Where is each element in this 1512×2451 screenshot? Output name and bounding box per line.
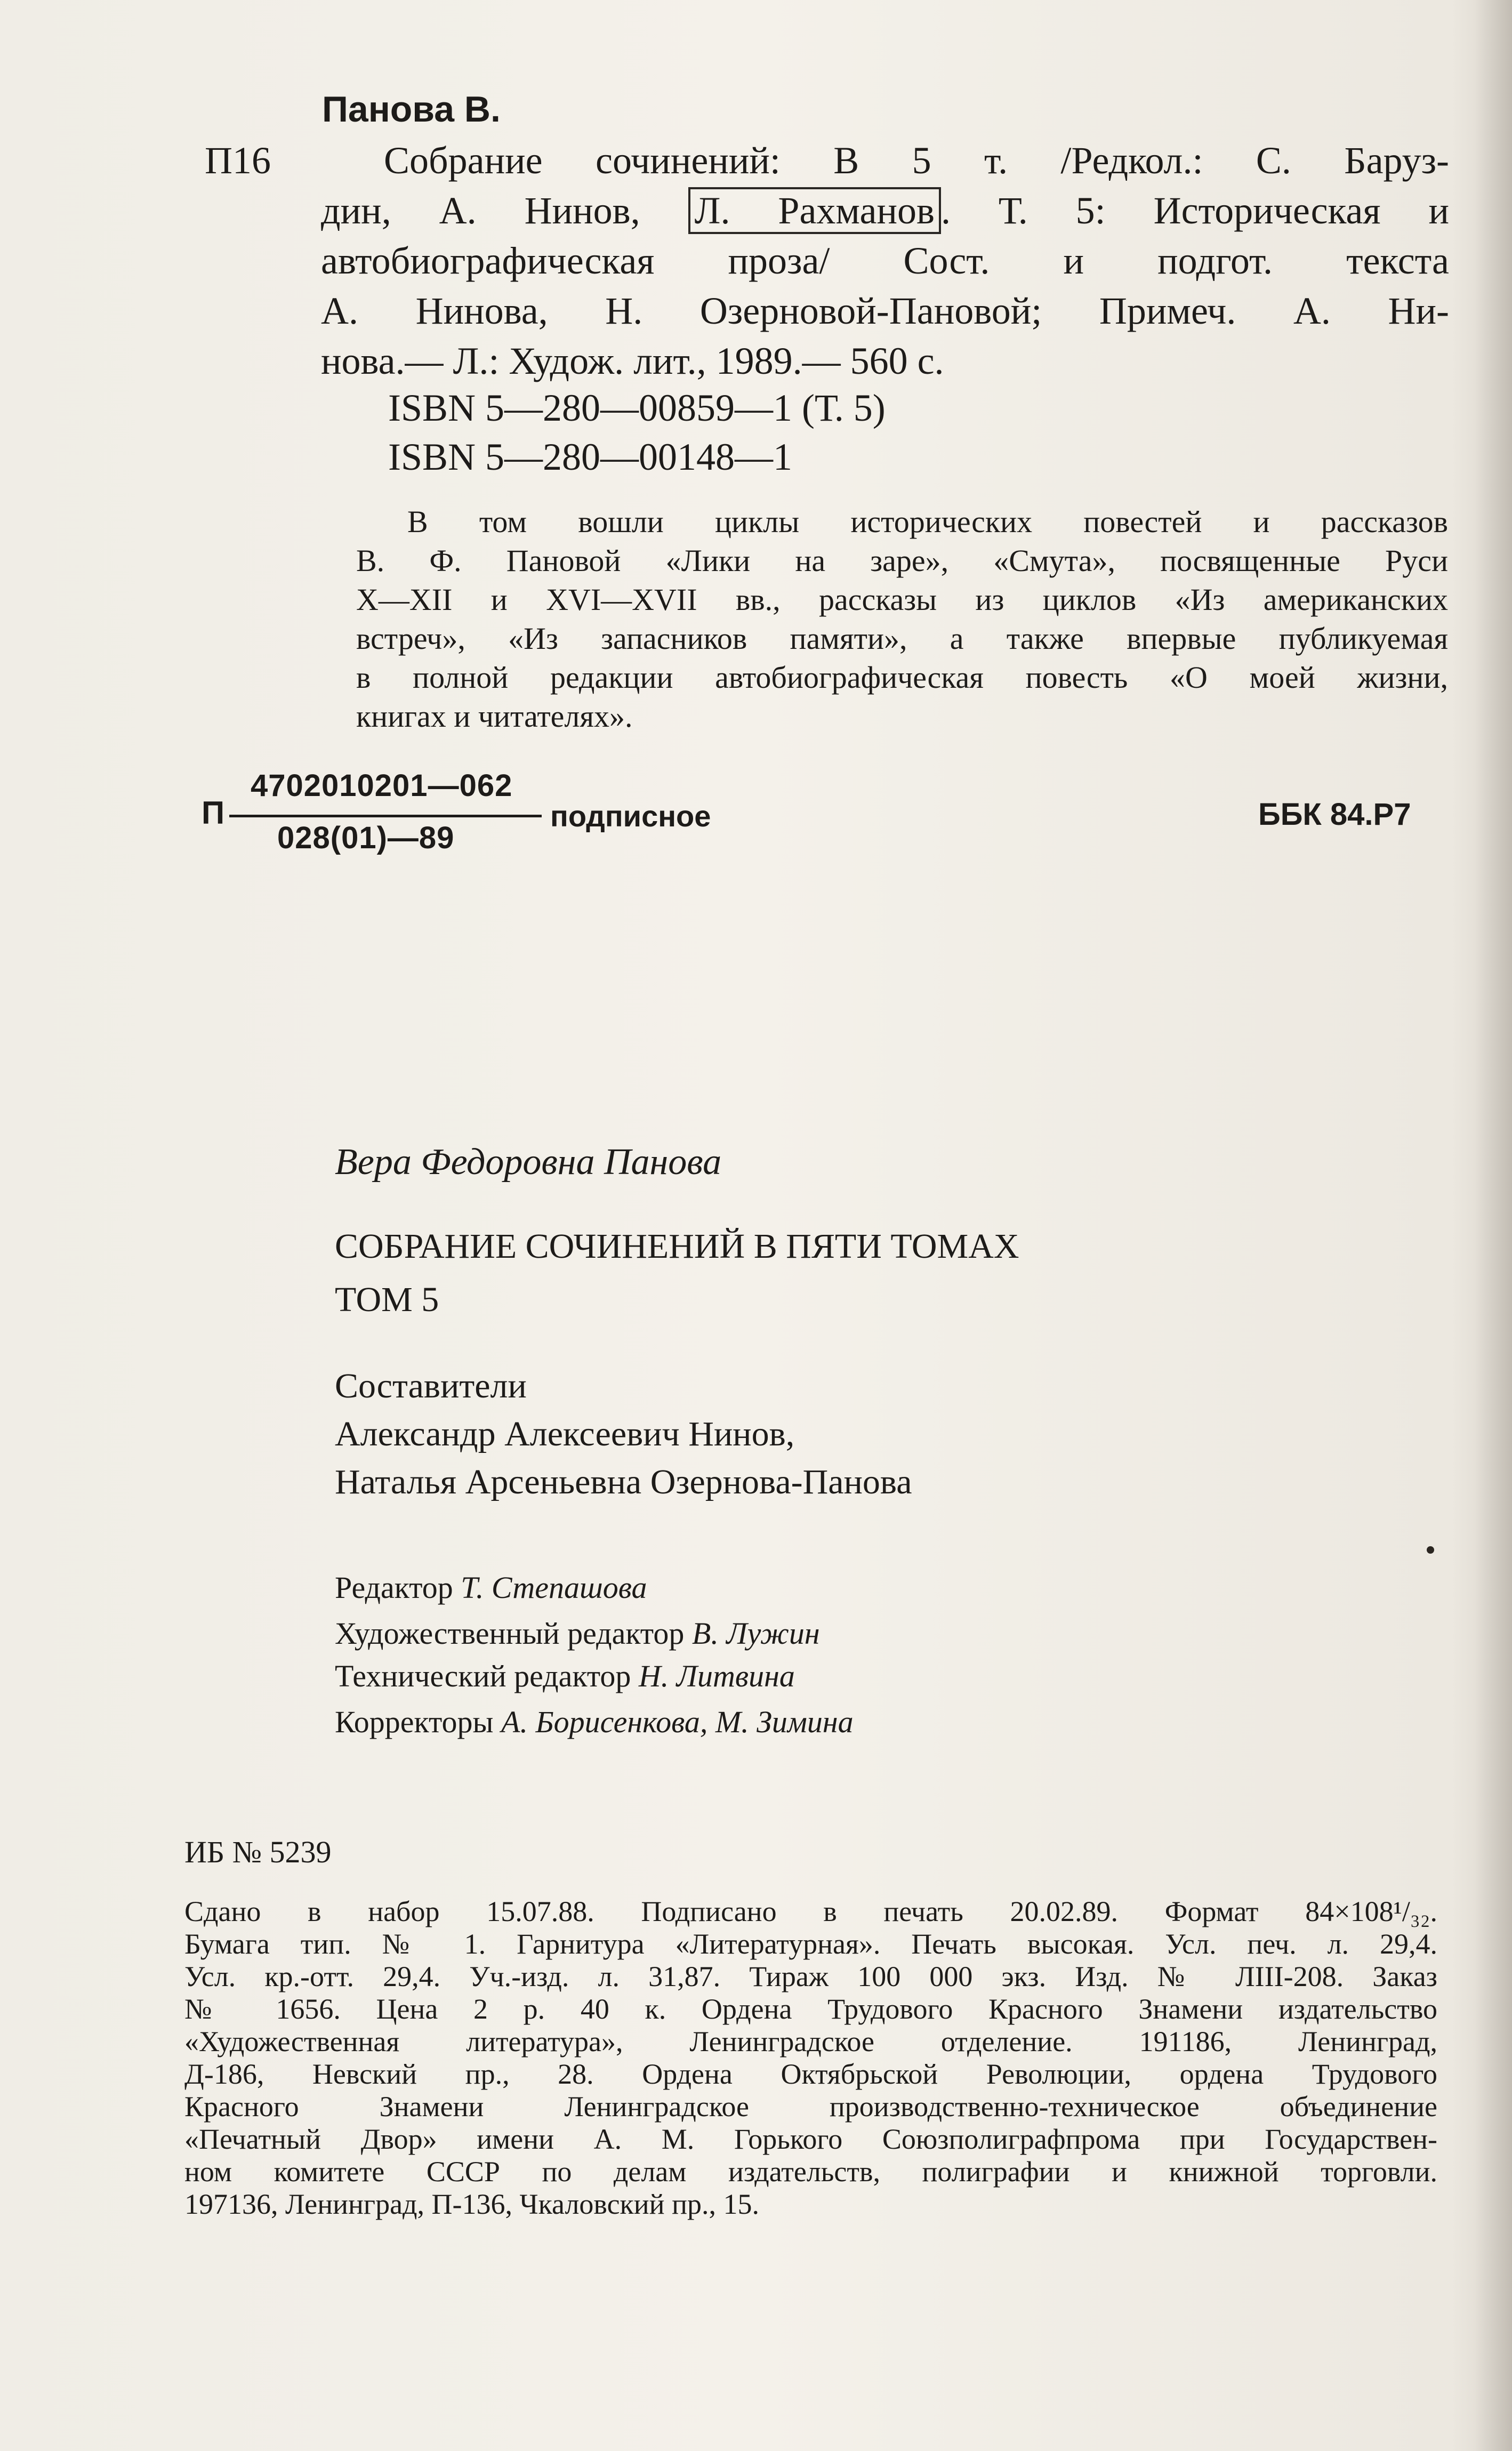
credit-line (335, 1570, 647, 1605)
series-title: СОБРАНИЕ СОЧИНЕНИЙ В ПЯТИ ТОМАХ (335, 1227, 1019, 1266)
annotation-line: встреч», «Из запасников памяти», а также впервые публикуемая (356, 621, 1448, 656)
credit-name: Н. Литвина (638, 1659, 795, 1693)
fraction-bar (229, 815, 542, 817)
bib-line: нова.— Л.: Худож. лит., 1989.— 560 с. (321, 340, 944, 382)
credit-role: Редактор (335, 1570, 461, 1605)
annotation-line: в полной редакции автобиографическая повесть «О моей жизни, (356, 660, 1448, 695)
imprint-line: Красного Знамени Ленинградское производственно-техническое объединение (184, 2091, 1437, 2123)
credit-name: Т. Степашова (461, 1570, 647, 1605)
compilers-label: Составители (335, 1367, 527, 1405)
compiler-name: Александр Алексеевич Нинов, (335, 1415, 795, 1453)
bib-line (321, 186, 1449, 236)
imprint-line: Бумага тип. № 1. Гарнитура «Литературная». Печать высокая. Усл. печ. л. 29,4. (184, 1928, 1437, 1960)
classification-numerator: 4702010201—062 (251, 768, 513, 803)
imprint-line: Усл. кр.-отт. 29,4. Уч.-изд. л. 31,87. Тираж 100 000 экз. Изд. № ЛIII-208. Заказ (184, 1960, 1437, 1992)
credit-line (335, 1616, 820, 1651)
classification-denominator: 028(01)—89 (277, 821, 455, 855)
boxed-name: Л. Рахманов (688, 187, 941, 234)
imprint-line: Д-186, Невский пр., 28. Ордена Октябрьской Революции, ордена Трудового (184, 2058, 1437, 2090)
ib-number: ИБ № 5239 (184, 1835, 332, 1869)
bib-line: автобиографическая проза/ Сост. и подгот. текста (321, 239, 1449, 282)
credit-name: В. Лужин (691, 1616, 820, 1651)
author-full-name: Вера Федоровна Панова (335, 1142, 722, 1183)
annotation-line: В. Ф. Пановой «Лики на заре», «Смута», посвященные Руси (356, 543, 1448, 578)
bib-line: Собрание сочинений: В 5 т. /Редкол.: С. Баруз- (384, 139, 1449, 182)
catalog-author: Панова В. (322, 89, 501, 130)
subscription-note: подписное (550, 799, 711, 833)
imprint-line: 197136, Ленинград, П-136, Чкаловский пр., 15. (184, 2188, 759, 2220)
annotation-line: X—XII и XVI—XVII вв., рассказы из циклов «Из американских (356, 582, 1448, 617)
imprint-line: № 1656. Цена 2 р. 40 к. Ордена Трудового Красного Знамени издательство (184, 1993, 1437, 2025)
credit-role: Технический редактор (335, 1659, 639, 1693)
imprint-line: Сдано в набор 15.07.88. Подписано в печать 20.02.89. Формат 84×108¹/₃₂. (184, 1895, 1437, 1927)
catalog-code: П16 (205, 139, 271, 182)
bbk-code: ББК 84.Р7 (1258, 797, 1411, 832)
catalog-annotation (356, 502, 1448, 736)
imprint-line: ном комитете СССР по делам издательств, полиграфии и книжной торговли. (184, 2156, 1437, 2188)
bib-line: А. Нинова, Н. Озерновой-Пановой; Примеч. А. Ни- (321, 290, 1449, 332)
compiler-name: Наталья Арсеньевна Озернова-Панова (335, 1462, 912, 1501)
credit-line (335, 1658, 795, 1694)
page-edge-shadow (1475, 0, 1512, 2451)
ink-dot (1427, 1546, 1434, 1554)
credit-role: Художественный редактор (335, 1616, 692, 1651)
imprint-line: «Художественная литература», Ленинградское отделение. 191186, Ленинград, (184, 2026, 1437, 2058)
credit-line (335, 1704, 854, 1740)
isbn-set: ISBN 5—280—00148—1 (388, 436, 793, 478)
credit-role: Корректоры (335, 1705, 502, 1739)
classification-letter: П (202, 795, 225, 831)
volume-number: ТОМ 5 (335, 1280, 439, 1319)
annotation-line: книгах и читателях». (356, 699, 633, 734)
imprint-block (184, 1895, 1437, 2221)
annotation-line: В том вошли циклы исторических повестей и рассказов (407, 504, 1448, 539)
bib-line-tail: . Т. 5: Историческая и (940, 189, 1449, 232)
bib-line-text: дин, А. Нинов, (321, 189, 688, 232)
imprint-line: «Печатный Двор» имени А. М. Горького Союзполиграфпрома при Государствен- (184, 2123, 1437, 2155)
credit-name: А. Борисенкова, М. Зимина (501, 1705, 854, 1739)
isbn-volume: ISBN 5—280—00859—1 (Т. 5) (388, 387, 886, 429)
catalog-bibliographic-entry (321, 135, 1449, 386)
